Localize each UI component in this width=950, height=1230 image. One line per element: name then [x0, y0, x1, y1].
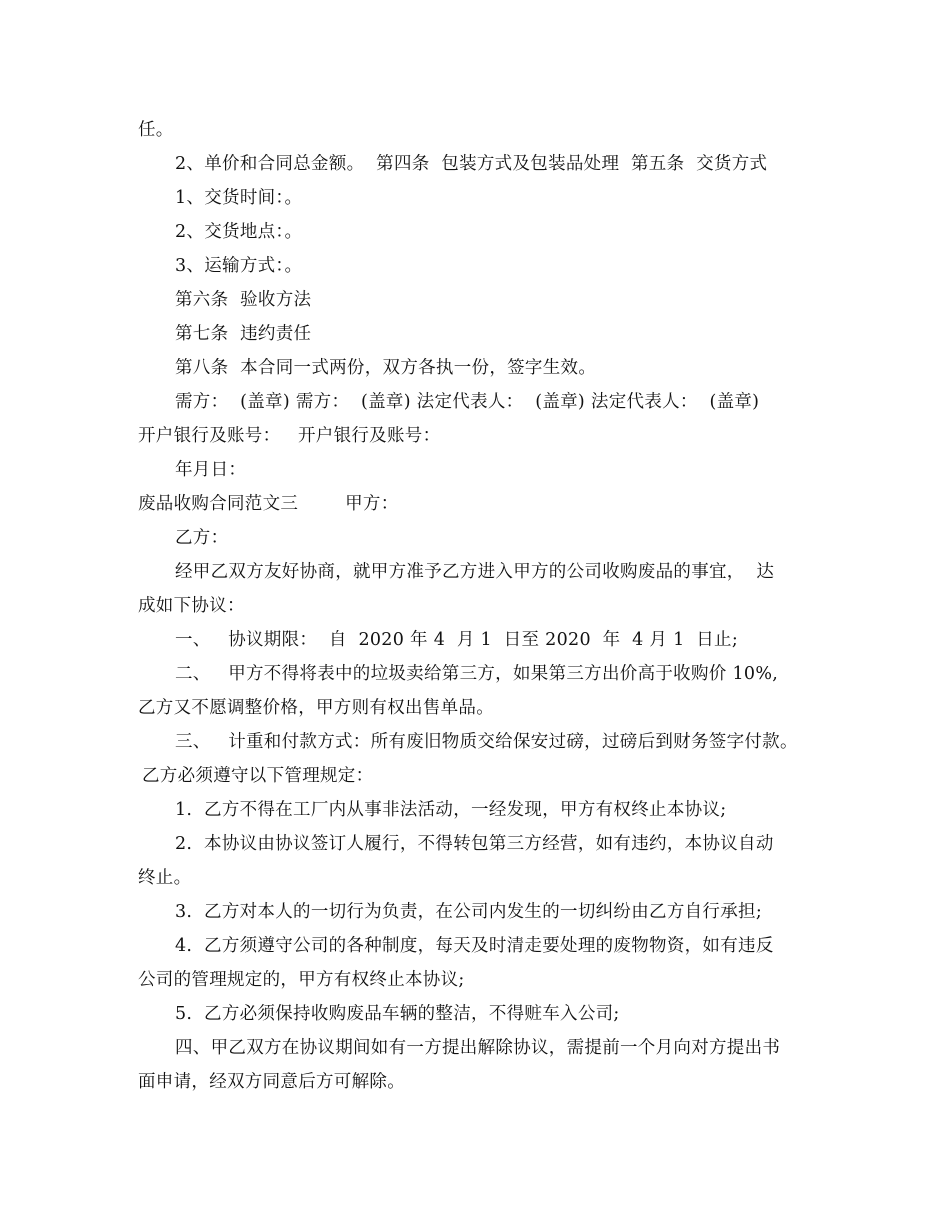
text-line: 二、 甲方不得将表中的垃圾卖给第三方，如果第三方出价高于收购价 10%,: [175, 664, 779, 684]
text-line: 乙方必须遵守以下管理规定：: [142, 766, 374, 786]
text-line: 乙方：: [175, 528, 229, 548]
text-line: 2、交货地点：。: [175, 222, 303, 242]
text-line: 需方： (盖章) 需方： (盖章) 法定代表人： (盖章) 法定代表人： (盖章): [175, 392, 760, 412]
text-line: 3、运输方式：。: [175, 256, 303, 276]
section-title: 废品收购合同范文三 甲方：: [138, 494, 399, 514]
text-line: 1、交货时间：。: [175, 188, 303, 208]
text-line: 第七条 违约责任: [175, 324, 312, 344]
text-line: 一、 协议期限： 自 2020 年 4 月 1 日至 2020 年 4 月 1 日止;: [175, 630, 739, 650]
text-line: 四、甲乙双方在协议期间如有一方提出解除协议，需提前一个月向对方提出书: [175, 1038, 781, 1058]
text-line: 年月日：: [175, 460, 247, 480]
text-line: 第六条 验收方法: [175, 290, 312, 310]
text-line: 开户银行及账号： 开户银行及账号：: [138, 426, 441, 446]
text-line: 第八条 本合同一式两份，双方各执一份，签字生效。: [175, 358, 597, 378]
text-line: 乙方又不愿调整价格，甲方则有权出售单品。: [138, 698, 494, 718]
text-line: 2. 本协议由协议签订人履行，不得转包第三方经营，如有违约，本协议自动: [175, 834, 774, 854]
text-line: 1. 乙方不得在工厂内从事非法活动，一经发现，甲方有权终止本协议;: [175, 800, 727, 820]
text-line: 2、单价和合同总金额。 第四条 包装方式及包装品处理 第五条 交货方式: [175, 154, 768, 174]
text-line: 终止。: [138, 868, 192, 888]
text-line: 三、 计重和付款方式：所有废旧物质交给保安过磅，过磅后到财务签字付款。: [175, 732, 798, 752]
text-line: 经甲乙双方友好协商，就甲方准予乙方进入甲方的公司收购废品的事宜， 达: [175, 562, 775, 582]
text-line: 面申请，经双方同意后方可解除。: [138, 1072, 405, 1092]
text-line: 公司的管理规定的，甲方有权终止本协议;: [138, 970, 465, 990]
text-line: 3. 乙方对本人的一切行为负责，在公司内发生的一切纠纷由乙方自行承担;: [175, 902, 763, 922]
text-line: 任。: [138, 120, 174, 140]
text-line: 成如下协议：: [138, 596, 245, 616]
text-line: 4. 乙方须遵守公司的各种制度，每天及时清走要处理的废物物资，如有违反: [175, 936, 774, 956]
text-line: 5. 乙方必须保持收购废品车辆的整洁，不得赃车入公司;: [175, 1004, 620, 1024]
